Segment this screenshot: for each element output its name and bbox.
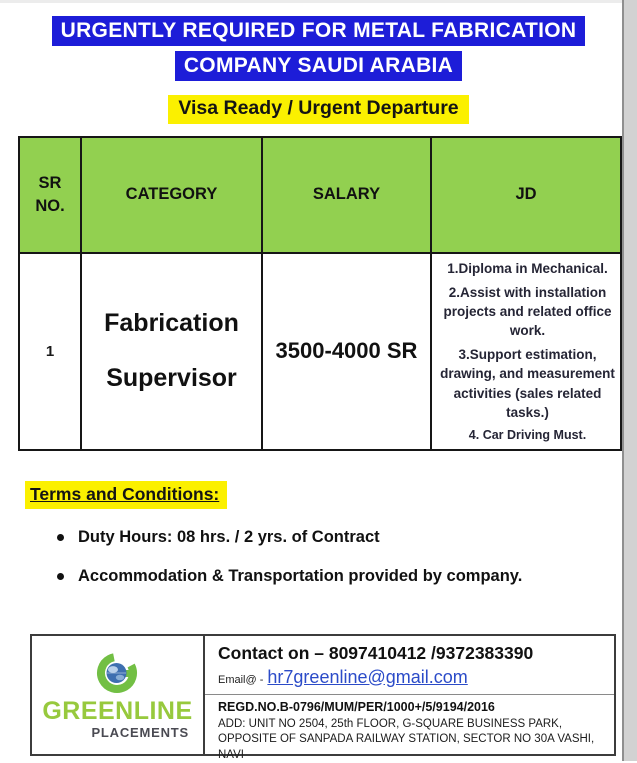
jd-cell: [431, 253, 621, 450]
jd-item-2: 2.Assist with installation projects and related office work.: [443, 284, 612, 339]
column-header-jd: JD: [431, 137, 621, 253]
poster-title-line1: URGENTLY REQUIRED FOR METAL FABRICATION: [52, 16, 586, 46]
contact-phone-line: Contact on – 8097410412 /9372383390: [218, 642, 534, 663]
category-cell: Fabrication Supervisor: [81, 253, 262, 450]
term-text: Accommodation & Transportation provided by company.: [78, 567, 523, 586]
column-header-category: CATEGORY: [81, 137, 262, 253]
term-item-accommodation: [57, 566, 637, 587]
terms-list: [57, 527, 637, 588]
photo-top-edge: [0, 0, 622, 3]
email-link[interactable]: hr7greenline@gmail.com: [267, 666, 468, 687]
bullet-icon: [57, 534, 64, 541]
bullet-icon: [57, 573, 64, 580]
jd-item-3: 3.Support estimation, drawing, and measurement activities (sales related tasks.): [440, 347, 615, 420]
agency-contact-box: [30, 634, 616, 761]
contact-details: [205, 636, 614, 761]
salary-cell: 3500-4000 SR: [262, 253, 431, 450]
terms-section: [25, 481, 637, 588]
column-header-salary: SALARY: [262, 137, 431, 253]
jd-item-4: 4. Car Driving Must.: [468, 427, 587, 442]
column-header-sr-no: SR NO.: [19, 137, 81, 253]
registration-number: REGD.NO.B-0796/MUM/PER/1000+/5/9194/2016: [218, 700, 495, 715]
jobs-table: [18, 136, 622, 451]
greenline-globe-icon: [94, 651, 142, 695]
term-text: Duty Hours: 08 hrs. / 2 yrs. of Contract: [78, 527, 380, 546]
table-header-row: [19, 137, 621, 253]
brand-subname: PLACEMENTS: [91, 725, 189, 741]
brand-name: GREENLINE: [42, 696, 193, 725]
email-line: [218, 668, 606, 688]
agency-logo: [32, 636, 205, 754]
term-item-duty-hours: [57, 527, 637, 548]
visa-status-banner: Visa Ready / Urgent Departure: [168, 95, 468, 123]
table-row: [19, 253, 621, 450]
jd-item-1: 1.Diploma in Mechanical.: [447, 260, 608, 276]
contact-divider: [205, 694, 614, 695]
agency-address: ADD: UNIT NO 2504, 25th FLOOR, G-SQUARE BUSINESS PARK, OPPOSITE OF SANPADA RAILWAY STATION, SECTOR NO 30A VASHI, NAVI: [218, 717, 595, 761]
sr-no-cell: 1: [19, 253, 81, 450]
photo-right-edge: [622, 0, 637, 761]
terms-heading: Terms and Conditions:: [25, 481, 227, 509]
poster-header: [0, 0, 637, 124]
poster-title-line2: COMPANY SAUDI ARABIA: [175, 51, 462, 81]
email-label: Email@ -: [218, 673, 264, 686]
